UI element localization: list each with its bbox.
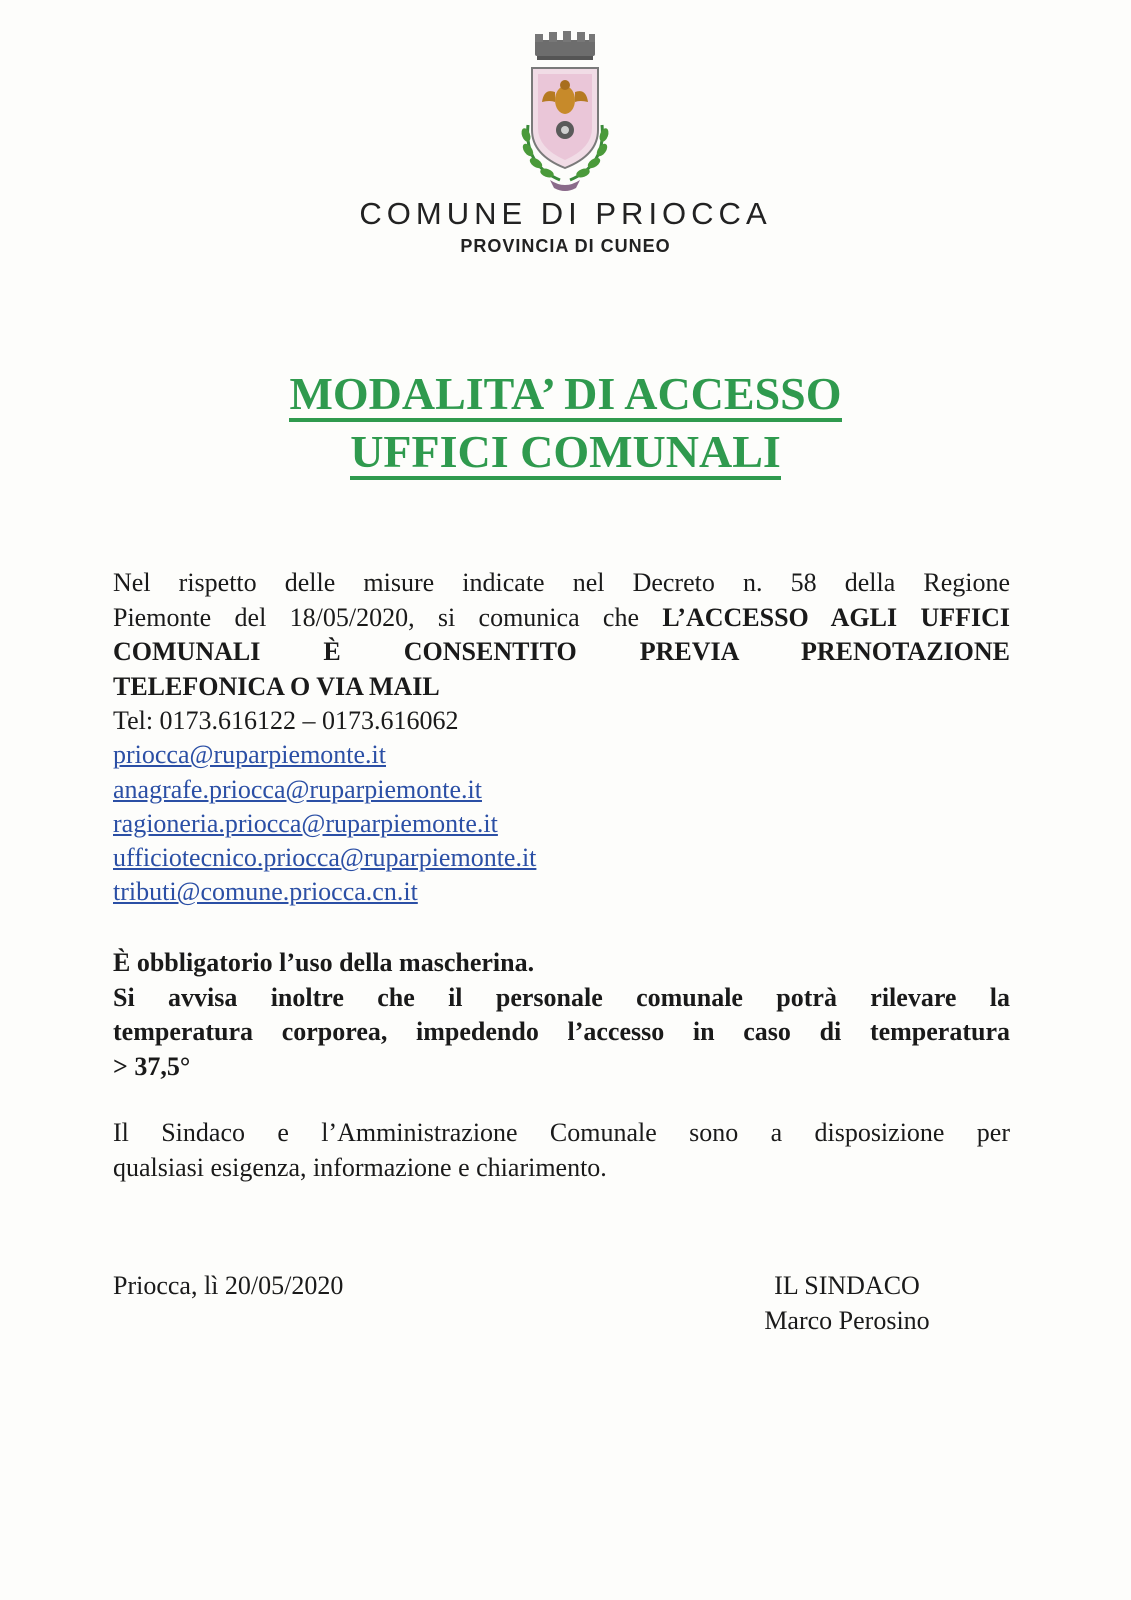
page-title-line-2 — [0, 426, 1131, 480]
contacts-block — [113, 704, 536, 910]
signer-title: IL SINDACO — [774, 1271, 920, 1300]
page-title-line-1 — [0, 368, 1131, 422]
signature-block — [752, 1268, 942, 1338]
signer-name: Marco Perosino — [764, 1306, 930, 1335]
intro-line-4: TELEFONICA O VIA MAIL — [113, 671, 440, 701]
municipality-name: COMUNE DI PRIOCCA — [359, 196, 772, 231]
province-name: PROVINCIA DI CUNEO — [460, 236, 671, 256]
email-link[interactable]: ufficiotecnico.priocca@ruparpiemonte.it — [113, 843, 537, 873]
title-text-2: UFFICI COMUNALI — [350, 428, 781, 480]
title-text-1: MODALITA’ DI ACCESSO — [289, 370, 841, 422]
mask-notice — [113, 946, 1010, 1084]
email-link[interactable]: ragioneria.priocca@ruparpiemonte.it — [113, 808, 498, 838]
notice-line-3: temperatura corporea, impedendo l’accesso in caso di temperatura — [113, 1017, 1010, 1046]
coat-of-arms-icon — [510, 30, 620, 195]
closing-line-2: qualsiasi esigenza, informazione e chiarimento. — [113, 1152, 607, 1182]
place-date: Priocca, lì 20/05/2020 — [113, 1271, 344, 1300]
intro-line-1: Nel rispetto delle misure indicate nel Decreto n. 58 della Regione — [113, 568, 1010, 597]
notice-line-4: > 37,5° — [113, 1051, 191, 1081]
intro-line-2 — [113, 601, 1010, 636]
email-link[interactable]: anagrafe.priocca@ruparpiemonte.it — [113, 774, 482, 804]
email-link[interactable]: priocca@ruparpiemonte.it — [113, 740, 386, 770]
closing-paragraph — [113, 1116, 1010, 1185]
email-link[interactable]: tributi@comune.priocca.cn.it — [113, 877, 418, 907]
closing-line-1: Il Sindaco e l’Amministrazione Comunale sono a disposizione per — [113, 1118, 1010, 1147]
phone-numbers: Tel: 0173.616122 – 0173.616062 — [113, 706, 459, 735]
intro-paragraph — [113, 566, 1010, 704]
intro-line-2-plain: Piemonte del 18/05/2020, si comunica che — [113, 602, 663, 632]
notice-line-2: Si avvisa inoltre che il personale comunale potrà rilevare la — [113, 982, 1010, 1012]
notice-line-1: È obbligatorio l’uso della mascherina. — [113, 948, 535, 977]
intro-line-3: COMUNALI È CONSENTITO PREVIA PRENOTAZIONE — [113, 637, 1010, 666]
intro-line-2-bold: L’ACCESSO AGLI UFFICI — [662, 602, 1010, 632]
